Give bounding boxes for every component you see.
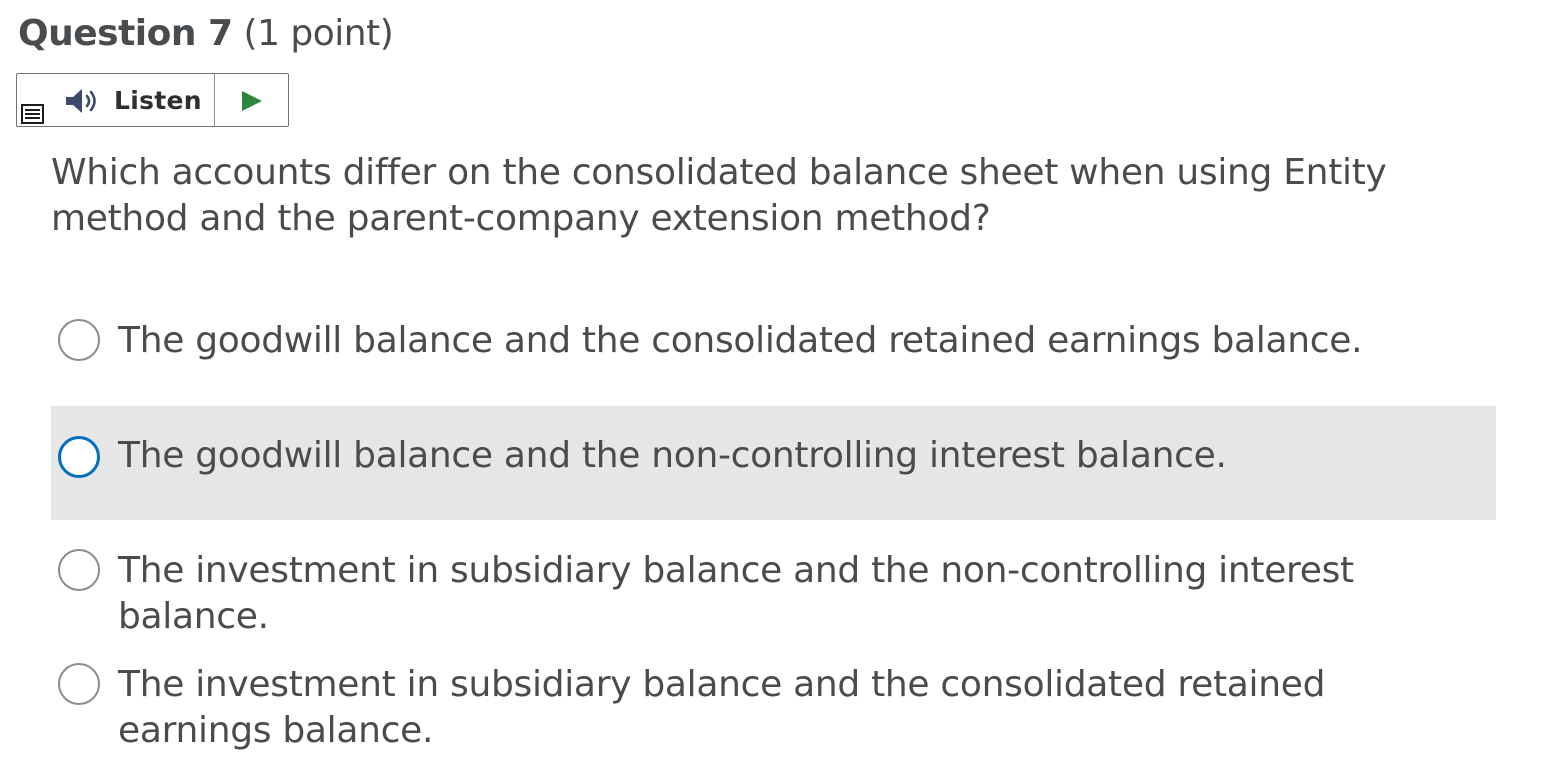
listen-label: Listen [114,86,202,115]
question-title: Question 7 [18,13,233,54]
speaker-icon [63,87,103,115]
listen-toolbar [16,73,289,127]
radio-button[interactable] [58,436,100,478]
answer-option-2[interactable] [51,406,1496,520]
menu-icon[interactable] [21,104,44,124]
answer-option-3[interactable] [51,526,1496,637]
question-header [18,12,393,56]
answer-option-4[interactable] [51,640,1496,766]
question-prompt: Which accounts differ on the consolidated balance sheet when using Entity method and the parent-company extension method? [51,152,1387,239]
play-icon [240,90,264,112]
answer-option-label: The goodwill balance and the consolidated retained earnings balance. [118,320,1363,361]
listen-button[interactable] [61,74,214,126]
play-button[interactable] [215,74,288,126]
answer-option-label: The investment in subsidiary balance and the consolidated retained earnings balance. [118,664,1326,751]
question-points: (1 point) [243,13,394,54]
radio-button[interactable] [58,663,100,705]
answer-option-1[interactable] [51,296,1496,388]
radio-button[interactable] [58,319,100,361]
answer-option-label: The investment in subsidiary balance and the non-controlling interest balance. [118,550,1354,637]
answer-option-label: The goodwill balance and the non-controlling interest balance. [118,435,1227,476]
radio-button[interactable] [58,549,100,591]
